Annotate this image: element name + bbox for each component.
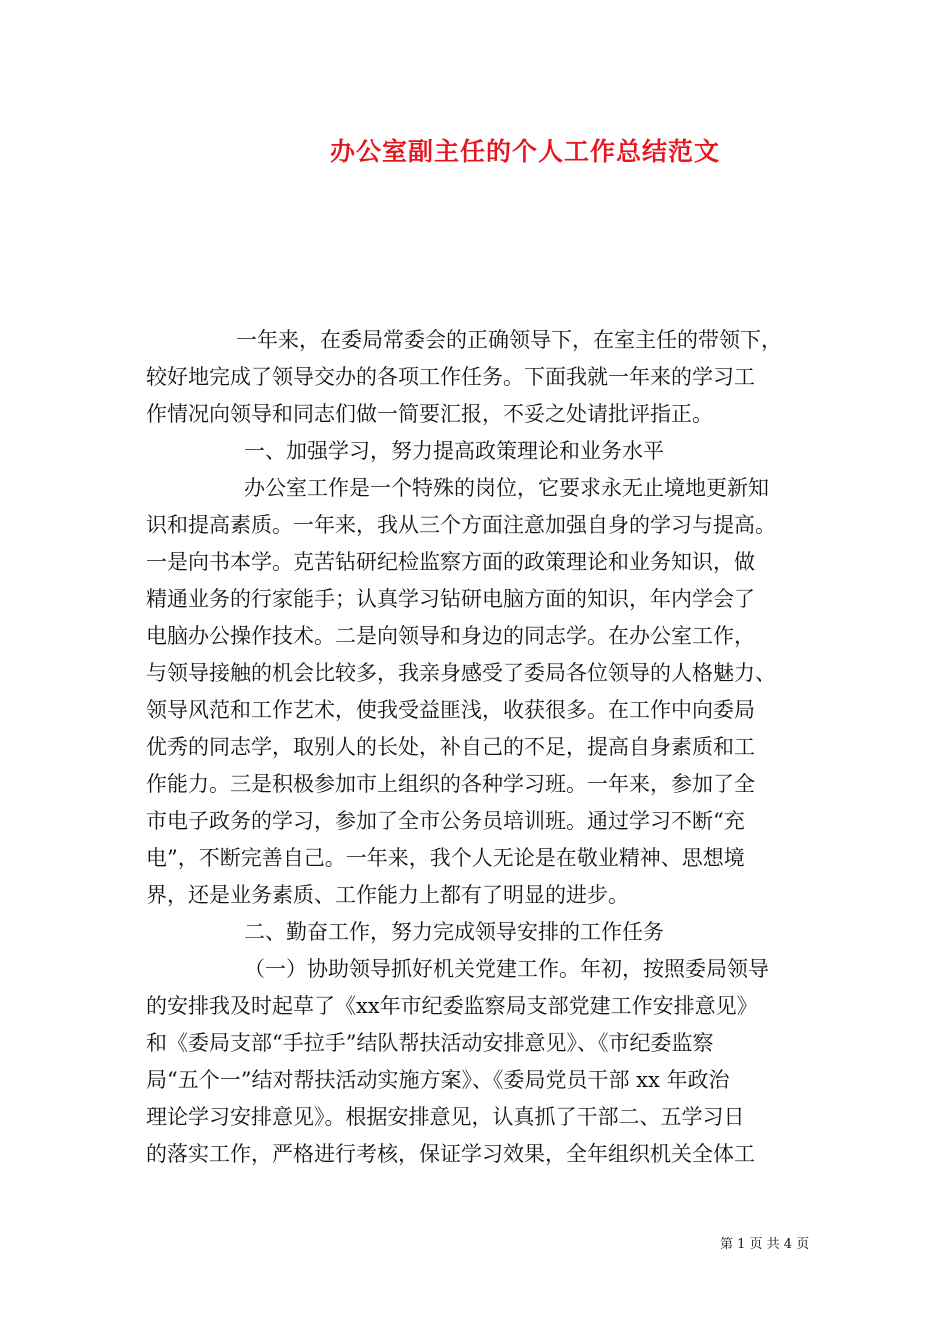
document-title: 办公室副主任的个人工作总结范文 [329,137,720,166]
text-line: 二、勤奋工作，努力完成领导安排的工作任务 [244,920,664,944]
text-line: 的落实工作，严格进行考核，保证学习效果，全年组织机关全体工 [146,1142,755,1166]
text-line: 一、加强学习，努力提高政策理论和业务水平 [244,439,664,463]
text-line: 界，还是业务素质、工作能力上都有了明显的进步。 [146,883,629,907]
text-line: 与领导接触的机会比较多，我亲身感受了委局各位领导的人格魅力、 [146,661,776,685]
text-line: 的安排我及时起草了《xx年市纪委监察局支部党建工作安排意见》 [146,994,758,1018]
text-line: 和《委局支部“手拉手”结队帮扶活动安排意见》、《市纪委监察 [146,1031,714,1055]
text-line: 优秀的同志学，取别人的长处，补自己的不足，提高自身素质和工 [146,735,755,759]
text-line: 精通业务的行家能手；认真学习钻研电脑方面的知识，年内学会了 [146,587,755,611]
text-line: 较好地完成了领导交办的各项工作任务。下面我就一年来的学习工 [146,365,755,389]
text-line: 一年来，在委局常委会的正确领导下，在室主任的带领下， [236,328,782,352]
document-body [146,322,826,1173]
text-line: 局“五个一”结对帮扶活动实施方案》、《委局党员干部 xx 年政治 [146,1068,730,1092]
text-line: 市电子政务的学习，参加了全市公务员培训班。通过学习不断“充 [146,809,745,833]
text-line: 电”，不断完善自己。一年来，我个人无论是在敬业精神、思想境 [146,846,745,870]
text-line: 理论学习安排意见》。根据安排意见，认真抓了干部二、五学习日 [146,1105,745,1129]
page-number: 第 1 页 共 4 页 [720,1237,810,1252]
text-line: 电脑办公操作技术。二是向领导和身边的同志学。在办公室工作， [146,624,755,648]
text-line: （一）协助领导抓好机关党建工作。年初，按照委局领导 [244,957,769,981]
text-line: 领导风范和工作艺术，使我受益匪浅，收获很多。在工作中向委局 [146,698,755,722]
text-line: 作能力。三是积极参加市上组织的各种学习班。一年来，参加了全 [146,772,755,796]
text-line: 作情况向领导和同志们做一简要汇报，不妥之处请批评指正。 [146,402,713,426]
text-line: 一是向书本学。克苦钻研纪检监察方面的政策理论和业务知识，做 [146,550,755,574]
text-line: 识和提高素质。一年来，我从三个方面注意加强自身的学习与提高。 [146,513,776,537]
text-line: 办公室工作是一个特殊的岗位，它要求永无止境地更新知 [244,476,769,500]
